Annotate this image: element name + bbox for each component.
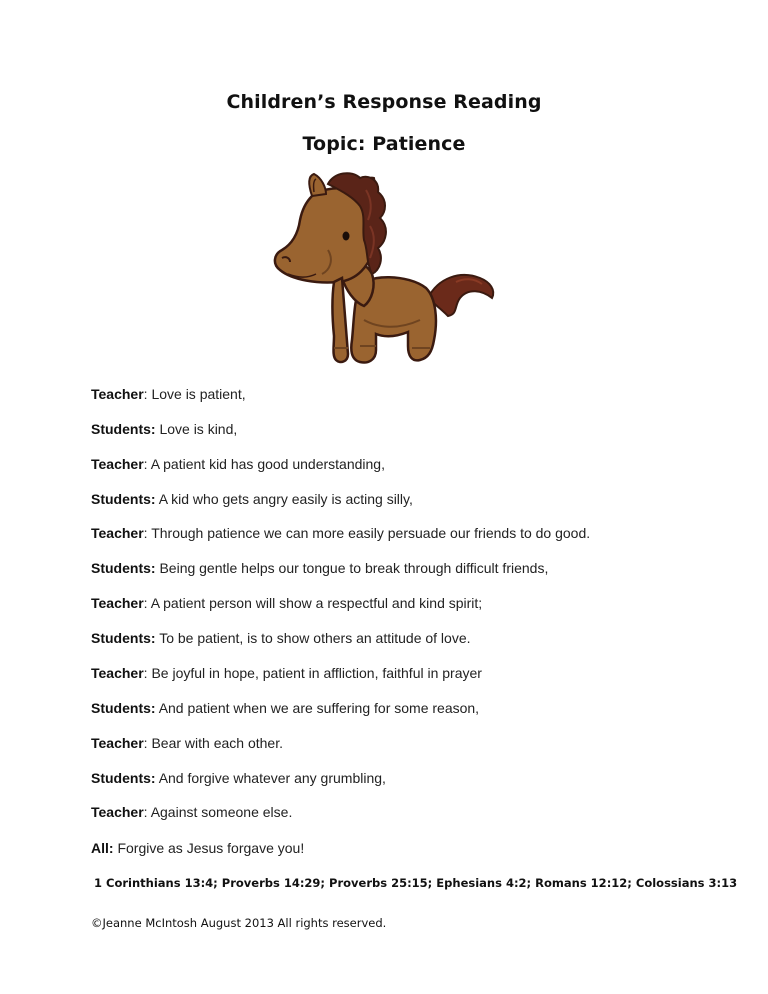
reading-line	[91, 735, 283, 751]
line-text: To be patient, is to show others an attitude of love.	[159, 630, 471, 646]
reading-line	[91, 525, 590, 541]
speaker-separator: :	[143, 525, 152, 541]
reading-line	[91, 386, 246, 402]
speaker-label: Students:	[91, 560, 156, 576]
line-text: Forgive as Jesus forgave you!	[117, 840, 305, 856]
speaker-label: Teacher	[91, 386, 144, 402]
reading-line	[91, 804, 292, 820]
speaker-label: Teacher	[91, 665, 144, 681]
reading-line	[91, 630, 471, 646]
speaker-label: Students:	[91, 491, 156, 507]
line-text: Through patience we can more easily persuade our friends to do good.	[151, 525, 591, 541]
reading-line	[91, 491, 413, 507]
page-title: Children’s Response Reading	[226, 91, 542, 113]
reading-line	[91, 560, 548, 576]
speaker-separator: :	[143, 804, 151, 820]
copyright-notice: ©Jeanne McIntosh August 2013 All rights reserved.	[91, 916, 387, 930]
speaker-separator: :	[143, 665, 152, 681]
reading-line	[91, 595, 482, 611]
reading-line	[91, 421, 237, 437]
horse-illustration	[268, 170, 500, 370]
speaker-label: Teacher	[91, 595, 144, 611]
line-text: Being gentle helps our tongue to break through difficult friends,	[159, 560, 549, 576]
line-text: Bear with each other.	[151, 735, 283, 751]
reading-line	[91, 700, 479, 716]
line-text: A patient person will show a respectful and kind spirit;	[150, 595, 483, 611]
line-text: Love is patient,	[151, 386, 246, 402]
speaker-label: Students:	[91, 421, 156, 437]
speaker-label: Students:	[91, 630, 156, 646]
line-text: Love is kind,	[159, 421, 238, 437]
topic-heading: Topic: Patience	[302, 133, 466, 155]
reading-line	[91, 840, 304, 856]
speaker-label: Teacher	[91, 525, 144, 541]
line-text: Be joyful in hope, patient in affliction, faithful in prayer	[151, 665, 482, 681]
speaker-label: Students:	[91, 770, 156, 786]
line-text: Against someone else.	[150, 804, 293, 820]
reading-line	[91, 665, 482, 681]
speaker-label: All:	[91, 840, 114, 856]
line-text: A kid who gets angry easily is acting silly,	[158, 491, 413, 507]
speaker-separator: :	[143, 735, 152, 751]
line-text: And forgive whatever any grumbling,	[158, 770, 386, 786]
speaker-label: Teacher	[91, 456, 144, 472]
speaker-separator: :	[143, 595, 151, 611]
reading-line	[91, 456, 385, 472]
reading-line	[91, 770, 386, 786]
line-text: A patient kid has good understanding,	[150, 456, 385, 472]
speaker-separator: :	[143, 456, 151, 472]
line-text: And patient when we are suffering for some reason,	[158, 700, 480, 716]
speaker-label: Teacher	[91, 804, 144, 820]
speaker-label: Teacher	[91, 735, 144, 751]
scripture-references: 1 Corinthians 13:4; Proverbs 14:29; Proverbs 25:15; Ephesians 4:2; Romans 12:12; Colossians 3:13	[94, 876, 738, 890]
speaker-separator: :	[143, 386, 152, 402]
horse-icon	[268, 170, 500, 370]
speaker-label: Students:	[91, 700, 156, 716]
